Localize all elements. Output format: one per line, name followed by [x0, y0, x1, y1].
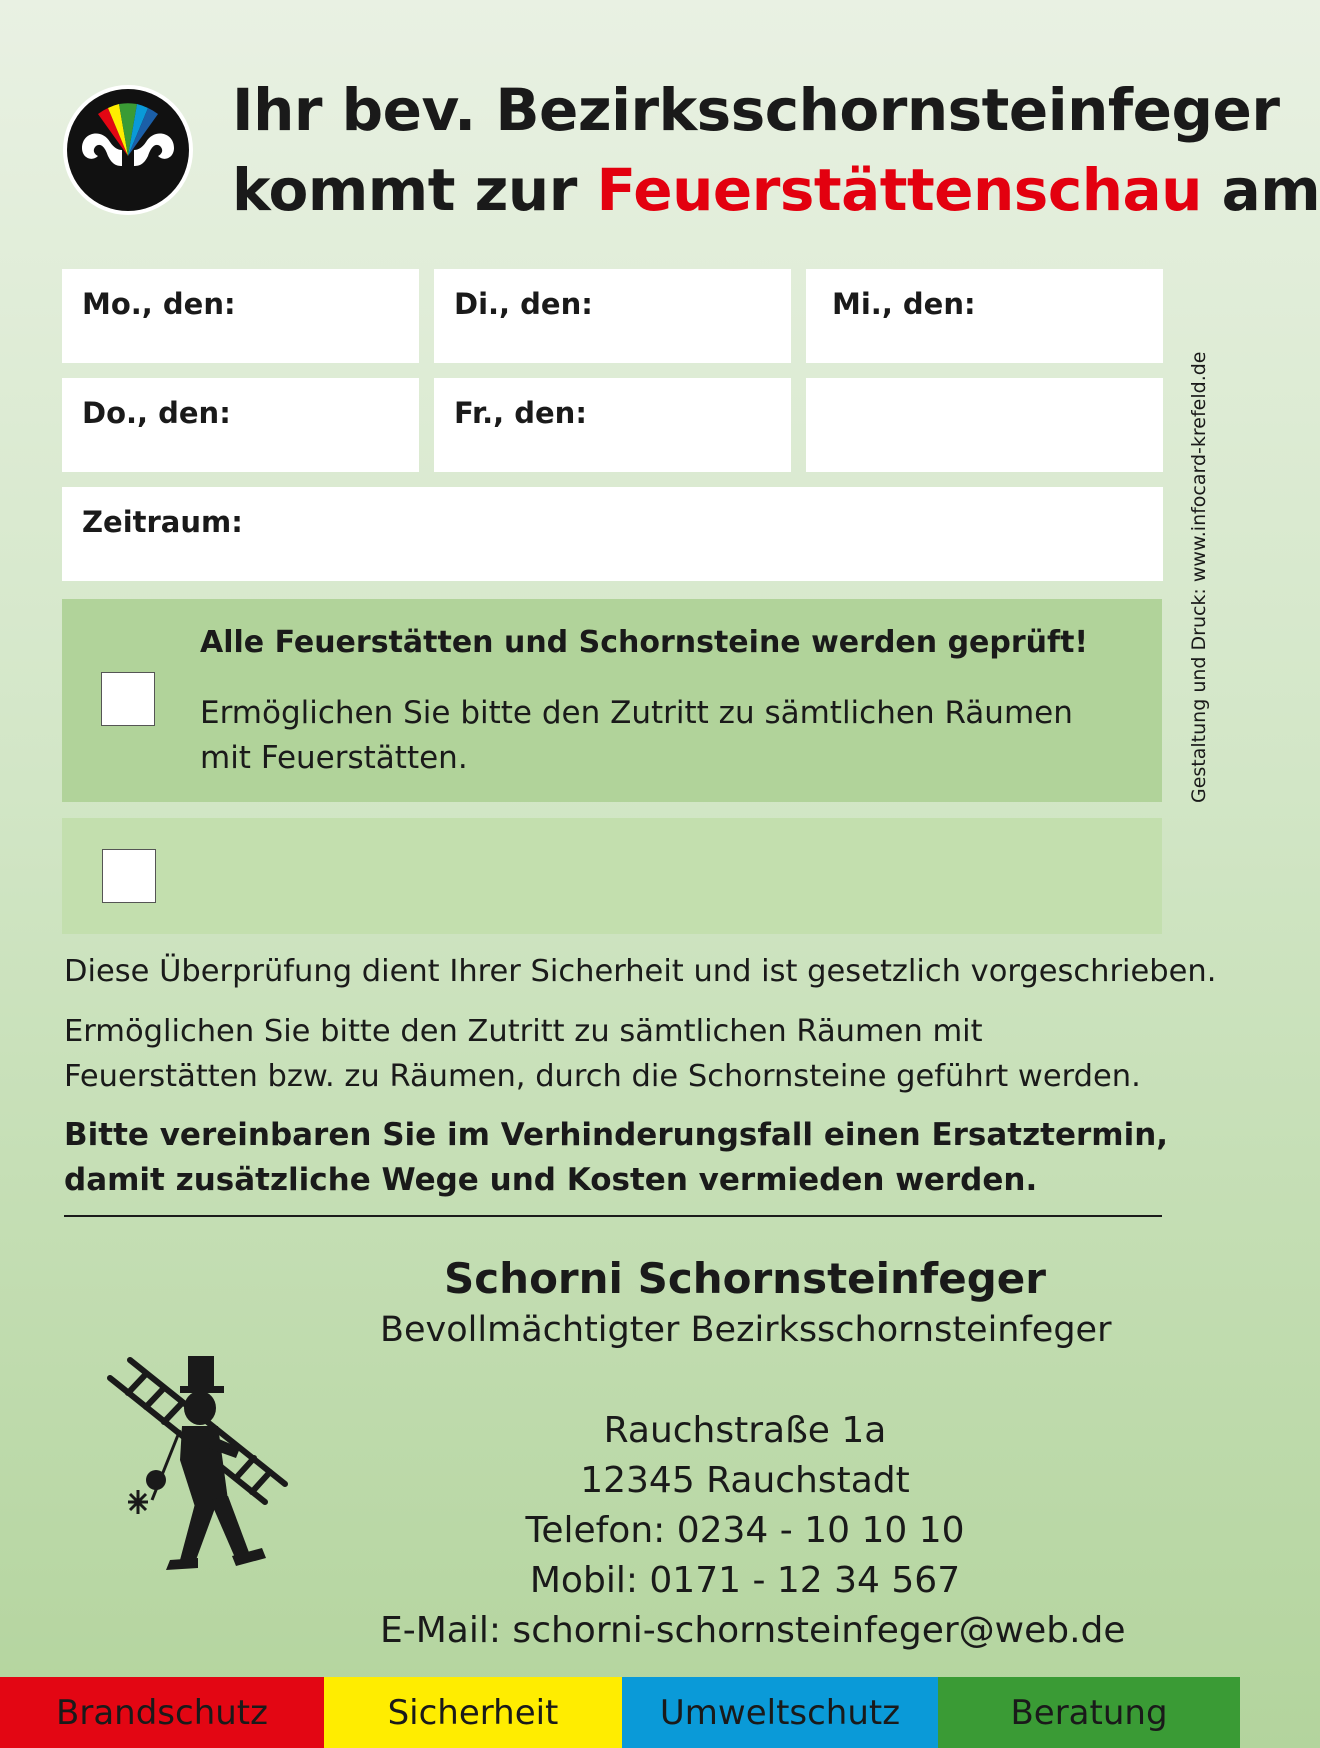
headline-suffix: am: [1201, 156, 1320, 224]
inspection-panel: [62, 599, 1162, 802]
extra-panel: [62, 818, 1162, 934]
date-field-wednesday[interactable]: [806, 269, 1163, 363]
inspection-panel-title: Alle Feuerstätten und Schornsteine werden geprüft!: [200, 625, 1089, 660]
contact-phone[interactable]: Telefon: 0234 - 10 10 10: [525, 1510, 965, 1551]
footer-consulting-label: Beratung: [1010, 1692, 1168, 1733]
inspection-panel-text: Ermöglichen Sie bitte den Zutritt zu sämtlichen Räumen mit Feuerstätten.: [200, 695, 1073, 776]
info-access-text: Ermöglichen Sie bitte den Zutritt zu sämtlichen Räumen mit Feuerstätten bzw. zu Räumen, durch die Schornsteine geführt werden.: [64, 1014, 1141, 1094]
footer-consulting: [938, 1677, 1240, 1748]
date-label-wednesday: Mi., den:: [832, 287, 976, 321]
headline-line1: Ihr bev. Bezirksschornsteinfeger: [232, 76, 1280, 144]
date-label-monday: Mo., den:: [82, 287, 236, 321]
date-label-thursday: Do., den:: [82, 396, 231, 430]
contact-street: Rauchstraße 1a: [603, 1410, 887, 1451]
contact-name: Schorni Schornsteinfeger: [444, 1254, 1046, 1303]
date-label-tuesday: Di., den:: [454, 287, 593, 321]
date-field-blank[interactable]: [806, 378, 1163, 472]
date-field-thursday[interactable]: [62, 378, 419, 472]
headline-highlight: Feuerstättenschau: [596, 156, 1202, 224]
headline-prefix: kommt zur: [232, 156, 597, 224]
contact-role: Bevollmächtigter Bezirksschornsteinfeger: [380, 1310, 1112, 1350]
divider-line: [64, 1215, 1162, 1217]
contact-mobile[interactable]: Mobil: 0171 - 12 34 567: [529, 1560, 961, 1601]
date-label-friday: Fr., den:: [454, 396, 587, 430]
footer-environment-label: Umweltschutz: [659, 1692, 901, 1733]
contact-email[interactable]: E-Mail: schorni-schornsteinfeger@web.de: [380, 1610, 1126, 1651]
chimney-sweep-figure-icon: [100, 1350, 320, 1600]
footer-environment: [622, 1677, 938, 1748]
info-safety-text: Diese Überprüfung dient Ihrer Sicherheit und ist gesetzlich vorgeschrieben.: [64, 954, 1217, 989]
print-credit: Gestaltung und Druck: www.infocard-krefeld.de: [1188, 351, 1210, 803]
time-period-label: Zeitraum:: [82, 505, 243, 539]
chimney-sweep-guild-logo-icon: [62, 84, 194, 216]
date-field-monday[interactable]: [62, 269, 419, 363]
footer-fire-protection-label: Brandschutz: [56, 1692, 268, 1733]
extra-checkbox[interactable]: [102, 849, 156, 903]
footer-safety: [324, 1677, 622, 1748]
date-field-friday[interactable]: [434, 378, 791, 472]
footer-fire-protection: [0, 1677, 324, 1748]
info-reschedule-text: Bitte vereinbaren Sie im Verhinderungsfall einen Ersatztermin, damit zusätzliche Wege und Kosten vermieden werden.: [64, 1117, 1169, 1198]
headline-line2: [232, 156, 1320, 224]
time-period-field[interactable]: [62, 487, 1163, 581]
contact-city: 12345 Rauchstadt: [580, 1460, 910, 1501]
date-field-tuesday[interactable]: [434, 269, 791, 363]
footer-safety-label: Sicherheit: [387, 1692, 559, 1733]
inspection-checkbox[interactable]: [101, 672, 155, 726]
